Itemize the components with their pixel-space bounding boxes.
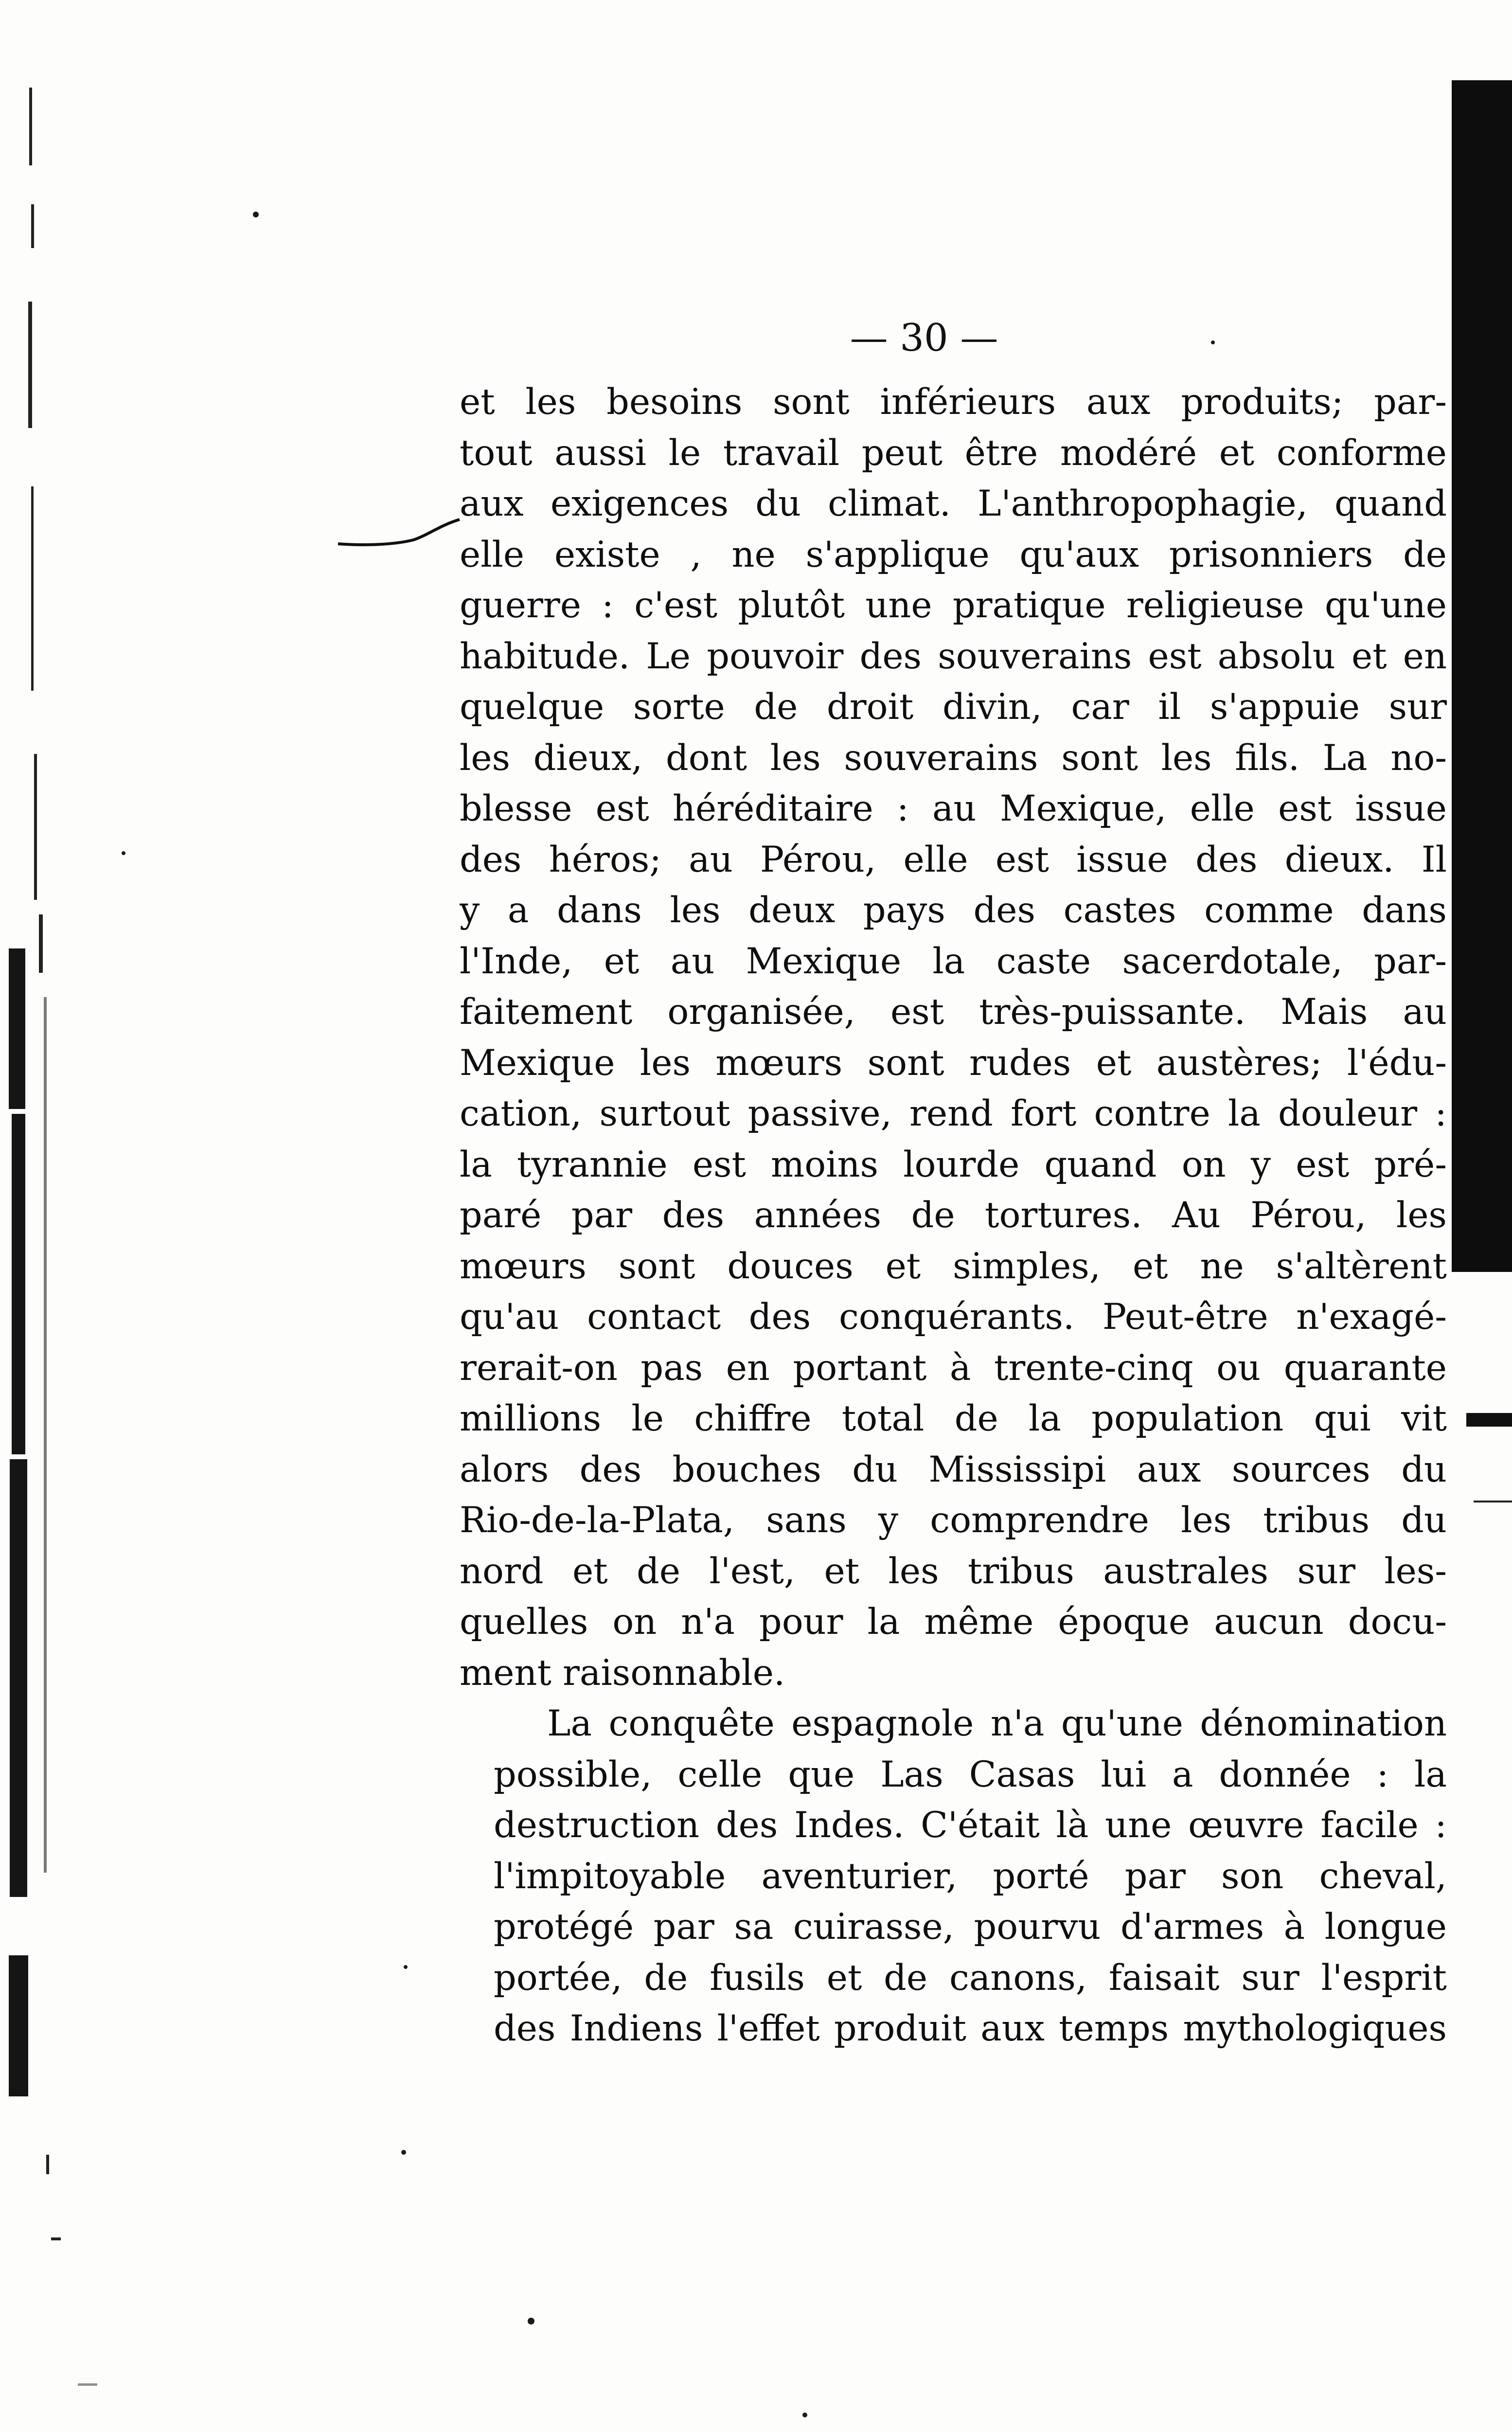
binding-gutter: [0, 0, 68, 2432]
text-line: l'Inde, et au Mexique la caste sacerdotale, par-: [460, 940, 1447, 982]
text-line: paré par des années de tortures. Au Pérou, les: [460, 1195, 1447, 1236]
text-line: mœurs sont douces et simples, et ne s'altèrent: [460, 1245, 1447, 1287]
text-line: protégé par sa cuirasse, pourvu d'armes à longue: [494, 1906, 1447, 1948]
margin-pen-stroke: [336, 516, 462, 550]
scan-edge-line: [1474, 1501, 1512, 1502]
text-line: aux exigences du climat. L'anthropophagie, quand: [460, 483, 1447, 524]
ink-speck: [122, 851, 125, 855]
page-number: — 30 —: [850, 316, 998, 360]
text-line: Mexique les mœurs sont rudes et austères; l'édu-: [460, 1042, 1447, 1084]
ink-speck: [253, 212, 259, 217]
text-line: millions le chiffre total de la population qui vit: [460, 1398, 1447, 1439]
text-line: Rio-de-la-Plata, sans y comprendre les tribus du: [460, 1500, 1447, 1541]
text-line: quelles on n'a pour la même époque aucun docu-: [460, 1601, 1447, 1643]
text-line: portée, de fusils et de canons, faisait sur l'esprit: [494, 1957, 1447, 1999]
text-line: y a dans les deux pays des castes comme dans: [460, 890, 1447, 931]
body-text: [460, 377, 1447, 2055]
text-line: et les besoins sont inférieurs aux produits; par-: [460, 381, 1447, 423]
text-line: des Indiens l'effet produit aux temps mythologiques: [494, 2008, 1447, 2049]
text-line: habitude. Le pouvoir des souverains est absolu et en: [460, 635, 1447, 677]
text-line: La conquête espagnole n'a qu'une dénomination: [547, 1703, 1447, 1744]
text-line: tout aussi le travail peut être modéré et conforme: [460, 432, 1447, 474]
text-line: quelque sorte de droit divin, car il s'appuie sur: [460, 686, 1447, 728]
ink-speck: [528, 2318, 534, 2325]
text-line: possible, celle que Las Casas lui a donnée : la: [494, 1753, 1447, 1795]
text-line: nord et de l'est, et les tribus australes sur les-: [460, 1550, 1447, 1592]
text-line: rerait-on pas en portant à trente-cinq ou quarante: [460, 1347, 1447, 1389]
text-line: l'impitoyable aventurier, porté par son cheval,: [494, 1855, 1447, 1897]
text-line: la tyrannie est moins lourde quand on y est pré-: [460, 1144, 1447, 1185]
text-line: destruction des Indes. C'était là une œuvre facile :: [494, 1805, 1447, 1846]
ink-speck: [1211, 340, 1215, 344]
ink-speck: [401, 2150, 406, 2155]
scan-edge-mark: [1466, 1413, 1512, 1427]
text-line: faitement organisée, est très-puissante. Mais au: [460, 991, 1447, 1033]
text-line: blesse est héréditaire : au Mexique, elle est issue: [460, 788, 1447, 829]
ink-speck: [802, 2413, 807, 2417]
text-line: cation, surtout passive, rend fort contre la douleur :: [460, 1093, 1447, 1134]
text-line: guerre : c'est plutôt une pratique religieuse qu'une: [460, 585, 1447, 626]
ink-speck: [404, 1965, 408, 1969]
text-line: elle existe , ne s'applique qu'aux prisonniers de: [460, 534, 1447, 575]
text-line: ment raisonnable.: [460, 1652, 785, 1694]
paragraph-2: [494, 1699, 1447, 2055]
text-line: des héros; au Pérou, elle est issue des dieux. Il: [460, 839, 1447, 880]
paragraph-1: [460, 377, 1447, 1699]
scan-edge-bar: [1452, 80, 1512, 1272]
text-line: qu'au contact des conquérants. Peut-être n'exagé-: [460, 1296, 1447, 1338]
text-line: alors des bouches du Mississipi aux sources du: [460, 1448, 1447, 1490]
text-line: les dieux, dont les souverains sont les fils. La no-: [460, 737, 1447, 779]
